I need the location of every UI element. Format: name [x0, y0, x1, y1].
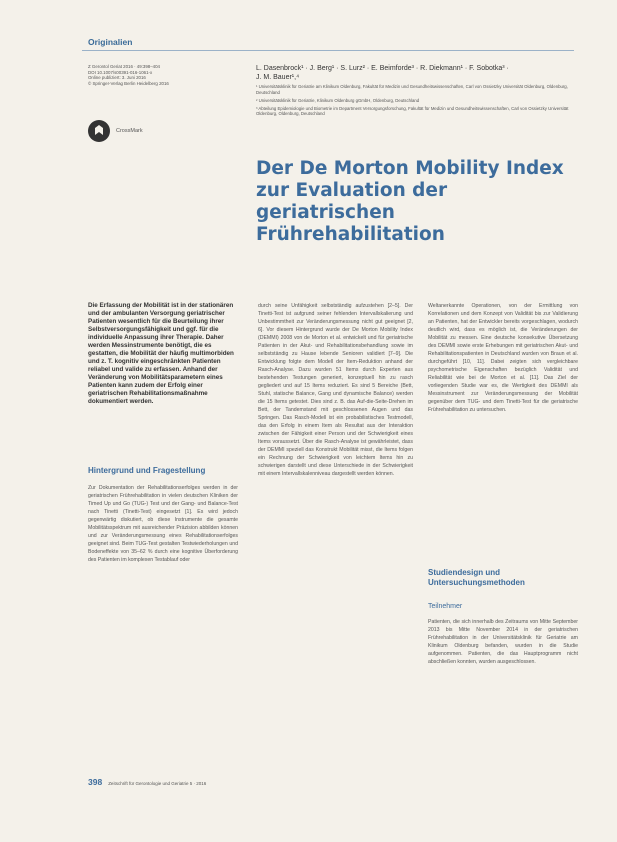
crossmark-label: CrossMark — [116, 128, 143, 134]
article-title: Der De Morton Mobility Index zur Evaluation der geriatrischen Frührehabilitation — [256, 158, 564, 245]
affiliation: ¹ Universitätsklinik für Geriatrie am Klinikum Oldenburg, Fakultät für Medizin und Gesundheitswissenschaften, Carl von Ossietzky Universität Oldenburg, Oldenburg, Deutschland — [256, 84, 568, 95]
meta-line: Online publiziert: 3. Juni 2016 — [88, 75, 146, 81]
abstract: Die Erfassung der Mobilität ist in der stationären und der ambulanten Versorgung geriatrischer Patienten wesentlich für die Beurteilung ihrer Selbstversorgungsfähigkeit und ggf. für die individuelle Anpassung ihrer Therapie. Daher werden Messinstrumente benötigt, die es gestatten, die Mobilität der häufig multimorbiden und z. T. kognitiv eingeschränkten Patienten reliabel und valide zu erfassen. Anhand der Veränderung von Mobilitätsparametern eines Patienten kann zudem der Erfolg einer geriatrischen Rehabilitationsmaßnahme dokumentiert werden. — [88, 302, 234, 405]
page-number: 398 — [88, 777, 103, 787]
body-column-1: Zur Dokumentation der Rehabilitationserfolges werden in der geriatrischen Frührehabilitation in vielen deutschen Kliniken der Timed Up und Go (TUG-) Test und der Gang- und Balance-Test nach Tinetti (Tinetti-Test) eingesetzt [1]. Es wird jedoch gegenwärtig diskutiert, ob diese Instrumente die gesamte Mobilitätsspektrum mit ausreichender Präzision abbilden können und zur Veränderungsmessung eines Rehabilitationserfolges geeignet sind. Beim TUG-Test gestalten Testwiederholungen und Bodeneffekte von 35–62 % durch eine kognitive Überforderung des Patienten im komplexen Testablauf oder — [88, 485, 238, 563]
journal-name: Zeitschrift für Gerontologie und Geriatrie 5 · 2016 — [108, 781, 207, 786]
heading-participants: Teilnehmer — [428, 603, 463, 610]
meta-line: DOI 10.1007/s00391-016-1061-x — [88, 69, 153, 75]
article-meta — [88, 64, 238, 86]
section-header — [82, 36, 574, 51]
section-label: Originalien — [88, 37, 133, 47]
heading-study-design: Studiendesign und Untersuchungsmethoden — [428, 568, 525, 587]
author-line: J. M. Bauer¹,⁴ — [256, 74, 300, 81]
author-list — [256, 64, 576, 82]
body-column-3: Weltanerkannte Operationen, von der Ermittlung von Korrelationen und dem Konzept von Validität bis zur Validierung an Patienten, hat der Entwickler bereits vorgeschlagen, wodurch deutlich wird, dass es möglich ist, die Veränderungen der Mobilität zu messen. Eine deutsche konsekutive Übersetzung des DEMMI sowie erste Erhebungen mit geriatrischen Akut- und Rehabilitationspatienten in Deutschland wurden von Braun et al. durchgeführt [10, 11]. Dabei zeigten sich vergleichbare psychometrische Eigenschaften bezüglich Validität und Reliabilität wie bei de Morton et al. [11]. Das Ziel der vorliegenden Studie war es, die Wertigkeit des DEMMI als Messinstrument zur Veränderungsmessung der Mobilität gegenüber dem TUG- und dem Tinetti-Test für die geriatrische Frührehabilitation zu untersuchen. — [428, 303, 578, 413]
author-line: L. Dasenbrock¹ · J. Berg¹ · S. Lurz² · E. Beimforde³ · R. Diekmann¹ · F. Sobotka³ · — [256, 65, 509, 72]
heading-background: Hintergrund und Fragestellung — [88, 466, 206, 475]
affiliation-list — [256, 84, 578, 119]
meta-line: © Springer-Verlag Berlin Heidelberg 2016 — [88, 80, 169, 86]
affiliation: ² Universitätsklinik für Geriatrie, Klinikum Oldenburg gGmbH, Oldenburg, Deutschland — [256, 97, 420, 103]
page-footer — [88, 777, 388, 787]
body-column-2: durch seine Unfähigkeit selbstständig aufzustehen [2–5]. Der Tinetti-Test ist aufgrund seiner fehlenden Intervallskalierung und Unbestimmtheit zur Veränderungsmessung nicht gut geeignet [2, 6]. Vor diesem Hintergrund wurde der De Morton Mobility Index (DEMMI) 2008 von de Morton et al. entwickelt und für geriatrische Patienten in der Akut- und Rehabilitationsbehandlung sowie im selbstständig zu Hause lebende Senioren validiert [7–9]. Die Entwicklung folgte dem Modell der Item-Reduktion anhand der Rasch-Analyse. Dazu wurden 51 Items durch Experten aus bestehenden Testungen generiert, konzeptuell hin zu rasch gegliedert und auf 15 Items reduziert. Es sind 5 Bereiche (Bett, Stuhl, statische Balance, Gang und dynamische Balance) werden die 15 Items getestet. Dies sind z. B. das Auf-die-Seite-Drehen im Bett, der Tandemstand mit geschlossenen Augen und das Springen. Das Rasch-Modell ist ein probabilistisches Testmodell, das den Erfolg in einem Item als Resultat aus der Interaktion zwischen der Fähigkeit einer Person und der Schwierigkeit eines Items voraussetzt. Über die Rasch-Analyse ist gewährleistet, dass der DEMMI speziell das Konstrukt Mobilität misst, die Items folgen ein Rechnung der Schwierigkeit von leichtem Items hin zu schwierigen darstellt und diese Unterschiede in der Schwierigkeit mit einem Intervallskalenniveau dargestellt werden können. — [258, 303, 413, 477]
crossmark-badge[interactable] — [88, 120, 143, 142]
body-column-3-continued: Patienten, die sich innerhalb des Zeitraums von Mitte September 2013 bis Mitte November 2014 in der geriatrischen Frührehabilitation in der Universitätsklinik für Geriatrie am Klinikum Oldenburg befanden, wurden in die Studie aufgenommen. Patienten, die das Hauptprogramm nicht abschließen konnten, wurden ausgeschlossen. — [428, 619, 578, 665]
crossmark-icon — [88, 120, 110, 142]
meta-line: Z Gerontol Geriat 2016 · 49:398–404 — [88, 64, 161, 69]
affiliation: ³ Abteilung Epidemiologie und Biometrie im Department Versorgungsforschung, Fakultät für Medizin und Gesundheitswissenschaften, Carl von Ossietzky Universität Oldenburg, Oldenburg, Deutschland — [256, 105, 569, 117]
